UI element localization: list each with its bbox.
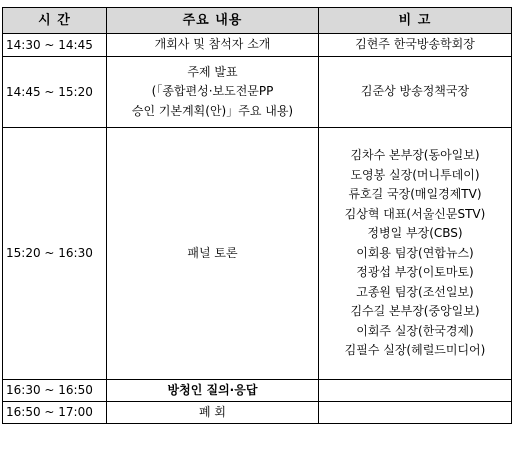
- content-line: (「종합편성·보도전문PP: [151, 84, 274, 99]
- row-note: [319, 402, 512, 424]
- row-note: [319, 128, 512, 380]
- note-line: 정광섭 부장(이토마토): [356, 265, 474, 280]
- row-content: [107, 57, 319, 128]
- row-content: [107, 128, 319, 380]
- header-content: 주요 내용: [107, 8, 319, 34]
- table-row: [3, 128, 512, 380]
- content-line: 주제 발표: [187, 64, 238, 79]
- header-row: [3, 8, 512, 34]
- row-note: [319, 380, 512, 402]
- row-note: [319, 57, 512, 128]
- note-line: 김현주 한국방송학회장: [355, 37, 475, 52]
- note-line: 이회용 팀장(연합뉴스): [356, 245, 474, 260]
- note-line: 고종원 팀장(조선일보): [356, 284, 474, 299]
- row-content: [107, 34, 319, 57]
- row-time: 14:30 ~ 14:45: [3, 34, 107, 57]
- note-line: 김상혁 대표(서울신문STV): [344, 206, 486, 221]
- table-row: [3, 34, 512, 57]
- note-line: 도영봉 실장(머니투데이): [350, 167, 480, 182]
- table-row: [3, 380, 512, 402]
- note-line: 이회주 실장(한국경제): [356, 323, 474, 338]
- content-line: 방청인 질의·응답: [167, 382, 258, 397]
- header-note: 비 고: [319, 8, 512, 34]
- content-line: 폐 회: [199, 404, 226, 419]
- note-line: 김필수 실장(헤럴드미디어): [344, 343, 486, 358]
- schedule-table: [2, 7, 512, 424]
- row-content: [107, 402, 319, 424]
- row-time: 16:50 ~ 17:00: [3, 402, 107, 424]
- row-time: 15:20 ~ 16:30: [3, 128, 107, 380]
- header-time: 시 간: [3, 8, 107, 34]
- content-line: 개회사 및 참석자 소개: [154, 37, 271, 52]
- note-line: 류호길 국장(매일경제TV): [348, 187, 482, 202]
- row-time: 14:45 ~ 15:20: [3, 57, 107, 128]
- note-line: 김수길 본부장(중앙일보): [350, 304, 480, 319]
- table-row: [3, 57, 512, 128]
- note-line: 정병일 부장(CBS): [367, 226, 463, 241]
- row-time: 16:30 ~ 16:50: [3, 380, 107, 402]
- note-line: 김준상 방송정책국장: [360, 84, 470, 99]
- content-line: 승인 기본계획(안)」주요 내용): [131, 103, 294, 118]
- row-content: [107, 380, 319, 402]
- content-line: 패널 토론: [187, 245, 238, 260]
- table-row: [3, 402, 512, 424]
- row-note: [319, 34, 512, 57]
- note-line: 김차수 본부장(동아일보): [350, 148, 480, 163]
